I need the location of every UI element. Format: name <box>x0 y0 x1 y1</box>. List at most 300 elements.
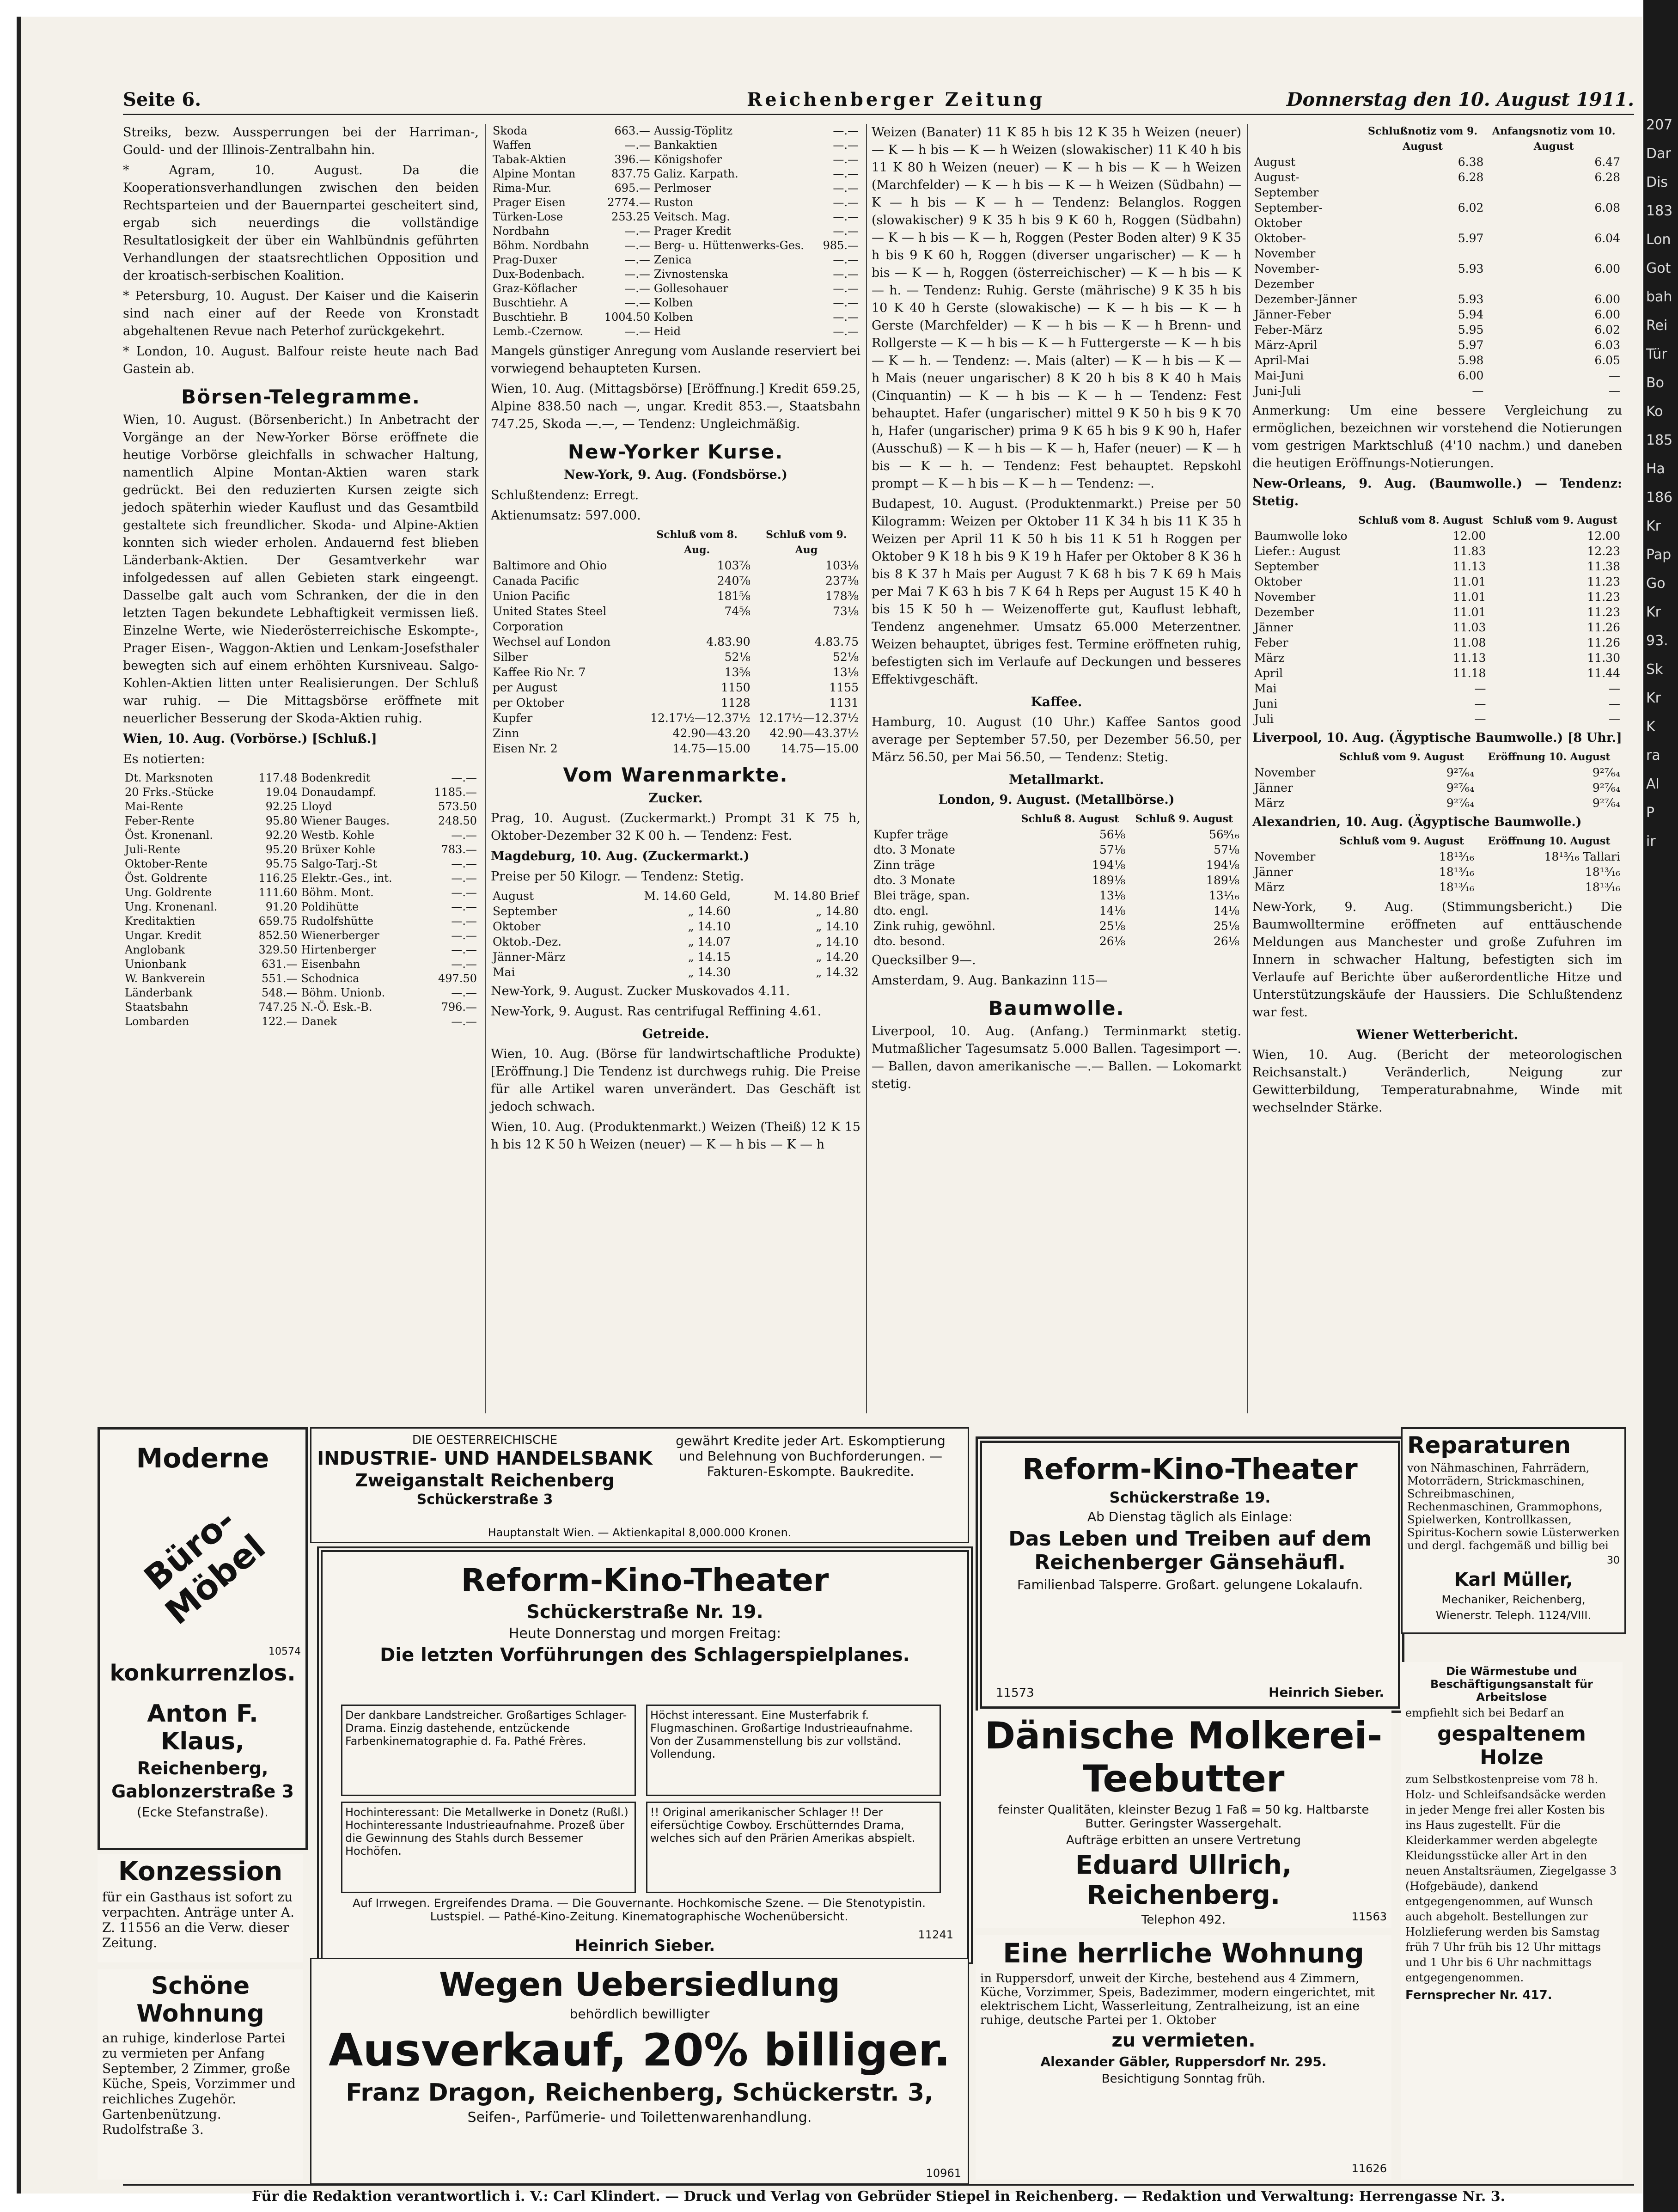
column-rule <box>1247 124 1248 1413</box>
ad-waermestube <box>1401 1662 1623 2180</box>
quote-row <box>872 918 1241 934</box>
table-cell: 9²⁷⁄₆₄ <box>1446 796 1475 810</box>
ad-line: Zweiganstalt Reichenberg <box>355 1470 615 1491</box>
table-cell: Juni <box>1254 697 1278 710</box>
ad-text: von Nähmaschinen, Fahrrädern, Motorrädern, Strickmaschinen, Schreibmaschinen, Rechenmaschinen, Grammophons, Spielwerken, Kontrollkassen, Spiritus-Kochern sowie Lüsterwerken und dergl. fachgemäß und billig bei <box>1407 1461 1620 1552</box>
table-cell: Türken-Lose <box>493 210 563 223</box>
table-cell: „ 14.07 <box>688 935 731 948</box>
table-cell: 20 Frks.-Stücke <box>125 786 214 799</box>
table-cell: 6.00 <box>1458 369 1484 382</box>
table-cell: —.— <box>833 196 859 209</box>
table-cell: 12.00 <box>1587 529 1620 543</box>
sub-heading: Wiener Wetterbericht. <box>1356 1027 1519 1042</box>
quote-title: Liverpool, 10. Aug. (Ägyptische Baumwolle.) [8 Uhr.] <box>1252 731 1622 745</box>
quote-row <box>1252 620 1622 635</box>
table-cell: per August <box>493 681 557 694</box>
table-cell: 1004.50 <box>604 311 650 324</box>
table-cell: 1128 <box>721 696 751 709</box>
table-cell: 11.23 <box>1587 575 1620 588</box>
quote-row <box>123 785 479 800</box>
ad-teebutter <box>976 1711 1391 1928</box>
ad-address-note: (Ecke Stefanstraße). <box>136 1804 269 1820</box>
edge-fragment: bah <box>1646 289 1672 305</box>
table-header-row <box>1252 834 1622 849</box>
ad-text: Besichtigung Sonntag früh. <box>1101 2072 1266 2086</box>
table-cell: —.— <box>833 167 859 180</box>
table-cell: — <box>1609 682 1620 695</box>
ad-box: Hochinteressant: Die Metallwerke in Donetz (Rußl.) Hochinteressante Industrieaufnahme. Prozeß über die Gewinnung des Stahls durch Bessemer Hochöfen. <box>341 1802 636 1893</box>
table-cell: „ 14.15 <box>688 950 731 964</box>
table-cell: 178⅜ <box>825 589 859 603</box>
ad-code: 11241 <box>918 1928 953 1941</box>
ad-line: konkurrenzlos. <box>110 1660 296 1686</box>
table-cell: M. 14.60 Geld, <box>644 889 731 903</box>
table-cell: 747.25 <box>258 1001 298 1014</box>
table-cell: 5.94 <box>1458 308 1484 321</box>
table-cell: 57⅛ <box>1213 843 1239 856</box>
quote-row <box>491 138 860 153</box>
table-cell: Schodnica <box>301 972 360 985</box>
ad-wohnung <box>98 1969 303 2180</box>
table-cell: —.— <box>451 886 477 899</box>
table-cell: Kolben <box>653 296 693 309</box>
quote-row <box>491 649 860 665</box>
quote-row <box>1252 154 1622 170</box>
ad-text: für ein Gasthaus ist sofort zu verpachten. Anträge unter A. Z. 11556 an die Verw. dieser Zeitung. <box>102 1889 295 1950</box>
table-cell: Zink ruhig, gewöhnl. <box>873 919 996 933</box>
table-header-row <box>1252 124 1622 154</box>
quote-row <box>123 957 479 972</box>
table-cell: Zinn <box>493 727 519 740</box>
quote-row <box>872 934 1241 949</box>
table-header-row <box>491 527 860 558</box>
quote-row <box>123 843 479 857</box>
table-cell: 837.75 <box>611 167 650 180</box>
table-cell: 26⅛ <box>1213 935 1239 948</box>
cotton-table <box>1252 124 1622 398</box>
table-cell: 91.20 <box>265 900 298 913</box>
table-cell: —.— <box>833 296 859 309</box>
table-cell: 95.75 <box>265 857 298 870</box>
table-cell: 631.— <box>262 958 298 971</box>
table-cell: 194⅛ <box>1206 858 1239 872</box>
table-cell: 73⅛ <box>832 605 859 618</box>
table-cell: —.— <box>833 225 859 238</box>
table-cell: Böhm. Nordbahn <box>493 239 589 252</box>
table-cell: Liefer.: August <box>1254 544 1341 558</box>
edge-fragment: ir <box>1646 833 1656 849</box>
table-cell: Feber-März <box>1254 323 1323 336</box>
market-report: Hamburg, 10. August (10 Uhr.) Kaffee Santos good average per September 57.50, per Dezember 56.50, per März 56.50, per Mai 56.50, — Tendenz: Stetig. <box>872 715 1241 764</box>
table-cell: Kaffee Rio Nr. 7 <box>493 666 586 679</box>
table-cell: 5.93 <box>1458 293 1484 306</box>
table-cell: 11.23 <box>1587 605 1620 619</box>
quote-table <box>123 771 479 1029</box>
table-cell: 11.18 <box>1452 666 1486 680</box>
table-cell: April <box>1254 666 1283 680</box>
table-cell: September-Oktober <box>1254 201 1323 230</box>
london-metal-table <box>872 812 1241 949</box>
ad-city: Reichenberg, <box>137 1758 268 1778</box>
ad-headline: Reform-Kino-Theater <box>1022 1452 1358 1486</box>
quote-title: New-Orleans, 9. Aug. (Baumwolle.) — Tendenz: Stetig. <box>1252 477 1622 508</box>
table-cell: 9²⁷⁄₆₄ <box>1592 766 1620 779</box>
table-cell: August-September <box>1254 171 1319 199</box>
news-item: * Petersburg, 10. August. Der Kaiser und die Kaiserin sind nach einer auf der Reede von Kronstadt abgehaltenen Revue nach Peterhof zurückgekehrt. <box>123 289 479 338</box>
table-cell: Staatsbahn <box>125 1001 189 1014</box>
table-cell: —.— <box>624 253 650 266</box>
table-cell: 117.48 <box>258 771 298 784</box>
table-cell: —.— <box>451 872 477 885</box>
quote-row <box>1252 635 1622 650</box>
table-cell: 95.80 <box>265 814 298 827</box>
table-cell: Lemb.-Czernow. <box>493 325 583 338</box>
table-cell: per Oktober <box>493 696 564 709</box>
table-cell: 1185.— <box>434 786 477 799</box>
table-cell: Wiener Bauges. <box>301 814 390 827</box>
market-report: New-York, 9. August. Ras centrifugal Reffining 4.61. <box>491 1004 822 1019</box>
quote-row <box>491 558 860 573</box>
table-cell: Mai-Rente <box>125 800 183 813</box>
quote-row <box>491 588 860 604</box>
ad-line: Aufträge erbitten an unsere Vertretung <box>1066 1833 1301 1847</box>
quote-row <box>1252 605 1622 620</box>
quote-row <box>1252 864 1622 880</box>
table-cell: Buschtiehr. A <box>493 296 568 309</box>
ad-line: Ab Dienstag täglich als Einlage: <box>1087 1509 1293 1524</box>
market-report: Quecksilber 9—. <box>872 953 976 967</box>
news-item: Streiks, bezw. Aussperrungen bei der Harriman-, Gould- und der Illinois-Zentralbahn hin. <box>123 125 479 157</box>
quote-subtitle: Es notierten: <box>123 752 205 766</box>
table-cell: —.— <box>624 268 650 281</box>
quote-row <box>123 1000 479 1014</box>
table-cell: Öst. Goldrente <box>125 872 207 885</box>
table-cell: 6.38 <box>1458 155 1484 169</box>
table-cell: 5.95 <box>1458 323 1484 336</box>
column-header: Schluß vom 8. Aug. <box>656 529 738 556</box>
quote-row <box>1252 292 1622 307</box>
quote-row <box>491 741 860 756</box>
table-cell: Prager Kredit <box>653 225 731 238</box>
section-heading: Vom Warenmarkte. <box>563 764 788 786</box>
table-cell: —.— <box>833 153 859 166</box>
table-cell: Jänner <box>1254 621 1293 634</box>
ad-address: Schückerstraße Nr. 19. <box>526 1601 763 1623</box>
table-cell: 663.— <box>614 124 650 137</box>
table-cell: 551.— <box>262 972 298 985</box>
table-cell: März <box>1254 880 1285 894</box>
table-cell: Mai <box>493 965 515 979</box>
table-cell: Oktober-Rente <box>125 857 208 870</box>
table-cell: 659.75 <box>258 915 298 928</box>
table-cell: Oktober <box>493 920 541 933</box>
quote-subtitle: Aktienumsatz: 597.000. <box>491 508 641 523</box>
market-report: Liverpool, 10. Aug. (Anfang.) Terminmarkt stetig. Mutmaßlicher Tagesumsatz 5.000 Ballen. Tagesimport —.— Ballen, davon amerikanische —.— Ballen. — Lokomarkt stetig. <box>872 1024 1241 1091</box>
quote-row <box>123 972 479 986</box>
column-1 <box>123 124 479 1418</box>
table-cell: Alpine Montan <box>493 167 576 180</box>
table-cell: Blei träge, span. <box>873 889 970 902</box>
table-cell: —.— <box>833 182 859 195</box>
quote-row <box>1252 711 1622 727</box>
table-cell: 6.08 <box>1594 201 1620 214</box>
table-cell: Böhm. Mont. <box>301 886 374 899</box>
table-cell: 6.00 <box>1594 293 1620 306</box>
quote-row <box>1252 383 1622 398</box>
table-cell: Jänner-März <box>493 950 566 964</box>
market-report: Wien, 10. Aug. (Produktenmarkt.) Weizen (Theiß) 12 K 15 h bis 12 K 50 h Weizen (neuer) — K — h bis — K — h <box>491 1120 860 1152</box>
ad-text: an ruhige, kinderlose Partei zu vermieten per Anfang September, 2 Zimmer, große Küche, Speis, Vorzimmer und reichliches Zugehör. Gartenbenützung. Rudolfstraße 3. <box>102 2030 296 2137</box>
ad-address: Schückerstraße 19. <box>1109 1489 1271 1506</box>
table-cell: Kupfer <box>493 711 533 725</box>
column-header <box>1252 834 1327 849</box>
quote-row <box>491 267 860 281</box>
table-cell: Canada Pacific <box>493 574 580 587</box>
table-cell: 12.17½—12.37½ <box>650 711 751 725</box>
table-cell: 11.26 <box>1587 621 1620 634</box>
column-4 <box>1252 124 1622 1418</box>
quote-title: Alexandrien, 10. Aug. (Ägyptische Baumwolle.) <box>1252 815 1582 829</box>
column-header: Anfangsnotiz vom 10. August <box>1492 125 1616 153</box>
column-header <box>872 812 1013 827</box>
ad-owner: Heinrich Sieber. <box>1269 1685 1384 1700</box>
table-cell: —.— <box>833 325 859 338</box>
table-cell: November <box>1254 766 1316 779</box>
quote-row <box>123 871 479 886</box>
quote-row <box>1252 574 1622 589</box>
table-cell: dto. 3 Monate <box>873 843 955 856</box>
ad-company: Alexander Gäbler, Ruppersdorf Nr. 295. <box>1040 2054 1327 2069</box>
ad-code: 11626 <box>1351 2162 1387 2175</box>
table-cell: 25⅛ <box>1099 919 1125 933</box>
table-cell: — <box>1474 697 1486 710</box>
table-cell: Zinn träge <box>873 858 935 872</box>
table-cell: 11.01 <box>1452 575 1486 588</box>
market-report: Wien, 10. August. (Börsenbericht.) In Anbetracht der Vorgänge an der New-Yorker Börse eröffnete die heutige Vorbörse gleichfalls in schwacher Haltung, namentlich Alpine Montan-Aktien waren stark gedrückt. Bei den reduzierten Kursen zeigte sich jedoch späterhin wieder Kauflust und das Gesamtbild gestaltete sich freundlicher. Skoda- und Alpine-Aktien konnten sich wieder erholen. Andauernd fest blieben Länderbank-Aktien. Der Gesamtverkehr war infolgedessen auf allen Gebieten stark eingeengt. Dasselbe galt auch vom Schranken, der die in den letzten Tagen bekundete Lebhaftigkeit vermissen ließ. Einzelne Werte, wie Niederösterreichische Eskompte-, Prager Eisen-, Waggon-Aktien und Lenkam-Josefsthaler bewegten sich auf einem erhöhten Kursniveau. Salgo-Kohlen-Aktien litten unter Realisierungen. Der Schluß war ruhig. — Die Mittagsbörse eröffnete mit neuerlicher Besserung der Skoda-Aktien ruhig. <box>123 413 479 726</box>
ad-code: 10961 <box>926 2167 961 2180</box>
quote-row <box>491 153 860 167</box>
quote-row <box>123 771 479 785</box>
quote-table <box>491 124 860 339</box>
ad-code: 11573 <box>996 1686 1034 1700</box>
table-cell: 18¹³⁄₁₆ <box>1439 880 1475 894</box>
quote-row <box>1252 261 1622 292</box>
quote-row <box>491 695 860 710</box>
column-header <box>491 527 641 558</box>
table-cell: Jänner-Feber <box>1254 308 1331 321</box>
edge-fragment: Tür <box>1646 346 1667 362</box>
table-cell: —.— <box>624 296 650 309</box>
quote-row <box>491 238 860 253</box>
column-header: Eröffnung 10. August <box>1488 835 1611 847</box>
quote-row <box>491 167 860 181</box>
table-cell: Galiz. Karpath. <box>653 167 738 180</box>
table-cell: 52⅛ <box>832 650 859 664</box>
column-header: Schluß 9. August <box>1135 813 1233 825</box>
imprint-footer: Für die Redaktion verantwortlich i. V.: Carl Klindert. — Druck und Verlag von Gebrüder Stiepel in Reichenberg. — Redaktion und Verwaltung: Herrengasse Nr. 3. <box>123 2184 1634 2205</box>
edge-fragment: 207 <box>1646 117 1673 133</box>
table-cell: Brüxer Kohle <box>301 843 375 856</box>
quote-row <box>491 573 860 588</box>
table-cell: 237⅜ <box>825 574 859 587</box>
ad-box: Höchst interessant. Eine Musterfabrik f. Flugmaschinen. Großartige Industrieaufnahme. Von der Zusammenstellung bis zur vollständ. Vollendung. <box>646 1705 941 1796</box>
table-cell: —.— <box>451 900 477 913</box>
ad-wohnung-2 <box>976 1935 1391 2180</box>
table-cell: — <box>1474 712 1486 726</box>
table-cell: —.— <box>451 857 477 870</box>
column-rule <box>866 124 867 1413</box>
table-cell: — <box>1472 384 1484 397</box>
table-cell: 18¹³⁄₁₆ <box>1439 865 1475 879</box>
ad-headline: Büro-Möbel <box>137 1500 273 1633</box>
table-cell: Graz-Köflacher <box>493 282 577 295</box>
table-cell: Königshofer <box>653 153 722 166</box>
table-cell: 852.50 <box>258 929 298 942</box>
quote-row <box>491 888 860 904</box>
table-cell: 11.44 <box>1587 666 1620 680</box>
ad-company: Karl Müller, <box>1454 1569 1573 1590</box>
quote-title: Wien, 10. Aug. (Vorbörse.) [Schluß.] <box>123 732 377 746</box>
ad-text: in Ruppersdorf, unweit der Kirche, bestehend aus 4 Zimmern, Küche, Vorzimmer, Speis, Badezimmer, modern eingerichtet, mit elektrischem Licht, Wasserleitung, Zentralheizung, ist an eine ruhige, deutsche Partei per 1. Oktober <box>980 1972 1375 2027</box>
table-cell: — <box>1609 384 1620 397</box>
table-cell: 74⅝ <box>724 605 751 618</box>
table-cell: 42.90—43.37½ <box>769 727 859 740</box>
table-cell: Lombarden <box>125 1015 189 1028</box>
table-cell: — <box>1474 682 1486 695</box>
ad-company: Anton F. Klaus, <box>147 1700 258 1755</box>
edge-fragment: Pap <box>1646 547 1672 563</box>
edge-fragment: ra <box>1646 747 1660 764</box>
table-cell: Ungar. Kredit <box>125 929 201 942</box>
table-cell: 5.97 <box>1458 338 1484 352</box>
quote-row <box>123 914 479 929</box>
table-cell: Kreditaktien <box>125 915 195 928</box>
ad-dragon <box>310 1958 969 2185</box>
quote-row <box>491 324 860 339</box>
weather-report: Wien, 10. Aug. (Bericht der meteorologischen Reichsanstalt.) Veränderlich, Neigung zur Gewitterbildung, Temperaturabnahme, Winde mit wechselnder Stärke. <box>1252 1048 1622 1115</box>
table-cell: Jänner <box>1254 781 1293 794</box>
ad-address: Gablonzerstraße 3 <box>111 1781 294 1802</box>
table-cell: —.— <box>833 282 859 295</box>
table-cell: Oktober <box>1254 575 1302 588</box>
quote-title: London, 9. August. (Metallbörse.) <box>938 793 1175 807</box>
quote-row <box>491 281 860 296</box>
ad-address: Wienerstr. Teleph. 1124/VIII. <box>1435 1609 1592 1622</box>
table-cell: „ 14.60 <box>688 904 731 918</box>
market-remark: Mangels günstiger Anregung vom Auslande reserviert bei vorwiegend behaupteten Kursen. <box>491 344 860 376</box>
table-cell: 12.17½—12.37½ <box>758 711 859 725</box>
quote-row <box>491 965 860 980</box>
table-cell: März-April <box>1254 338 1318 352</box>
table-cell: 9²⁷⁄₆₄ <box>1446 766 1475 779</box>
table-cell: Nordbahn <box>493 225 549 238</box>
table-cell: 6.03 <box>1594 338 1620 352</box>
table-cell: —.— <box>451 771 477 784</box>
ad-text: empfiehlt sich bei Bedarf an <box>1405 1706 1564 1719</box>
table-cell: Anglobank <box>125 943 185 956</box>
table-cell: Bankaktien <box>653 139 718 152</box>
table-cell: September <box>493 904 557 918</box>
table-header-row <box>872 812 1241 827</box>
table-cell: —.— <box>624 325 650 338</box>
quote-title: Magdeburg, 10. Aug. (Zuckermarkt.) <box>491 849 750 863</box>
ad-headline: gespaltenem Holze <box>1437 1722 1586 1769</box>
quote-row <box>123 800 479 814</box>
table-cell: „ 14.30 <box>688 965 731 979</box>
quote-row <box>872 873 1241 888</box>
edge-fragment: 93. <box>1646 633 1668 649</box>
table-cell: —.— <box>451 929 477 942</box>
table-cell: Gollesohauer <box>653 282 728 295</box>
quote-row <box>872 842 1241 857</box>
quote-row <box>491 726 860 741</box>
edge-fragment: Ko <box>1646 403 1663 420</box>
table-cell: 19.04 <box>265 786 298 799</box>
ad-konzession <box>98 1854 303 1962</box>
table-cell: Waffen <box>493 139 531 152</box>
ad-phone: Telephon 492. <box>1141 1913 1226 1927</box>
column-header <box>1252 750 1327 765</box>
table-cell: W. Bankverein <box>125 972 206 985</box>
table-cell: 56⅛ <box>1099 828 1125 841</box>
column-header <box>1252 124 1360 154</box>
table-cell: 11.01 <box>1452 605 1486 619</box>
table-cell: Baltimore and Ohio <box>493 559 607 572</box>
table-cell: Tabak-Aktien <box>493 153 567 166</box>
market-report: New-York, 9. Aug. (Stimmungsbericht.) Die Baumwolltermine eröffneten auf enttäuschende Meldungen aus Manchester und große Zufuhren im Innern in schwacher Haltung, befestigten sich im Verlaufe auf Berichte über außerordentliche Hitze und Unterstützungskäufe der Haussiers. Die Schlußtendenz war fest. <box>1252 900 1622 1020</box>
table-cell: —.— <box>451 958 477 971</box>
ad-headline: Das Leben und Treiben auf dem Reichenberger Gänsehäufl. <box>1008 1527 1372 1574</box>
table-cell: Dezember-Jänner <box>1254 293 1357 306</box>
table-cell: Ung. Kronenanl. <box>125 900 218 913</box>
quote-row <box>491 919 860 934</box>
liverpool-table <box>1252 750 1622 811</box>
quote-row <box>1252 849 1622 864</box>
table-cell: — <box>1609 712 1620 726</box>
table-cell: November <box>1254 590 1316 604</box>
table-cell: Juli-Rente <box>125 843 181 856</box>
table-cell: Feber <box>1254 636 1288 649</box>
table-cell: „ 14.32 <box>816 965 859 979</box>
table-cell: „ 14.10 <box>688 920 731 933</box>
quote-row <box>1252 170 1622 200</box>
quote-row <box>1252 528 1622 544</box>
quote-row <box>491 904 860 919</box>
section-heading: Börsen-Telegramme. <box>181 385 421 408</box>
quote-row <box>123 943 479 957</box>
table-cell: Länderbank <box>125 986 193 999</box>
table-cell: 11.08 <box>1452 636 1486 649</box>
table-cell: —.— <box>833 253 859 266</box>
table-cell: 95.20 <box>265 843 298 856</box>
table-cell: 11.03 <box>1452 621 1486 634</box>
ad-code: 30 <box>1607 1555 1620 1566</box>
table-cell: dto. 3 Monate <box>873 874 955 887</box>
table-cell: März <box>1254 796 1285 810</box>
table-cell: Oktober-November <box>1254 232 1316 260</box>
edge-fragment: Lon <box>1646 232 1671 248</box>
table-cell: 6.28 <box>1458 171 1484 184</box>
section-heading: New-Yorker Kurse. <box>567 440 784 463</box>
table-cell: Perlmoser <box>653 182 711 195</box>
table-cell: —.— <box>833 210 859 223</box>
table-cell: Veitsch. Mag. <box>653 210 730 223</box>
table-cell: Ruston <box>653 196 694 209</box>
edge-fragment: Kr <box>1646 604 1661 620</box>
table-cell: 6.47 <box>1594 155 1620 169</box>
ad-text: Auf Irrwegen. Ergreifendes Drama. — Die Gouvernante. Hochkomische Szene. — Die Stenotypistin. Lustspiel. — Pathé-Kino-Zeitung. Kinematographische Wochenübersicht. <box>352 1896 926 1923</box>
table-cell: —.— <box>451 1015 477 1028</box>
